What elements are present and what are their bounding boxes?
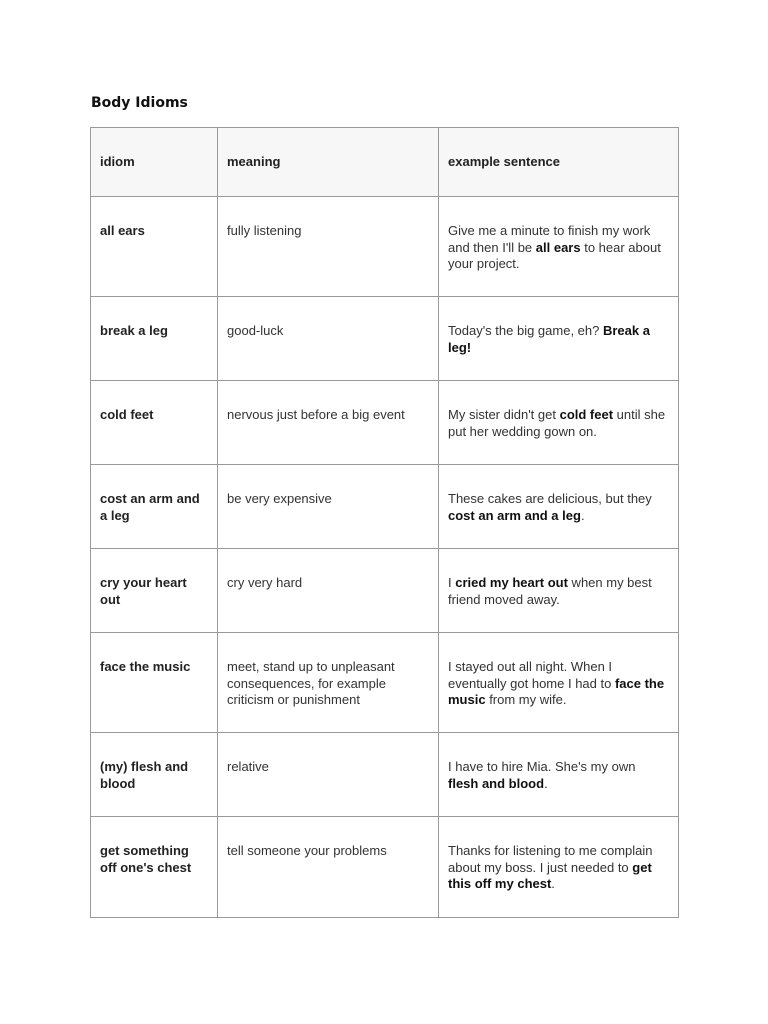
idiom-highlight: cried my heart out: [455, 575, 568, 590]
idiom-cell: cold feet: [91, 381, 218, 465]
column-header-idiom: idiom: [91, 128, 218, 197]
idiom-cell: cry your heart out: [91, 549, 218, 633]
example-sentence-cell: [439, 817, 679, 918]
example-text: My sister didn't get: [448, 407, 560, 422]
example-sentence-cell: [439, 549, 679, 633]
idiom-cell: all ears: [91, 197, 218, 297]
table-row: [91, 633, 679, 733]
idiom-cell: cost an arm and a leg: [91, 465, 218, 549]
table-row: [91, 381, 679, 465]
meaning-cell: nervous just before a big event: [218, 381, 439, 465]
idiom-highlight: Break a leg!: [448, 323, 650, 355]
idiom-highlight: get this off my chest: [448, 859, 652, 891]
example-text: I have to hire Mia. She's my own: [448, 759, 636, 774]
table-row: [91, 549, 679, 633]
meaning-cell: meet, stand up to unpleasant consequences, for example criticism or punishment: [218, 633, 439, 733]
example-text: Today's the big game, eh?: [448, 323, 603, 338]
example-text: .: [544, 775, 548, 791]
example-text: .: [580, 507, 585, 523]
example-text: to hear about your project.: [448, 239, 661, 271]
meaning-cell: fully listening: [218, 197, 439, 297]
example-sentence-cell: [439, 633, 679, 733]
example-text: .: [551, 876, 555, 891]
idiom-cell: break a leg: [91, 297, 218, 381]
example-sentence-cell: [439, 733, 679, 817]
example-text: These cakes are delicious, but they: [448, 491, 652, 506]
table-row: [91, 197, 679, 297]
table-row: [91, 817, 679, 918]
example-text: Thanks for listening to me complain about my boss. I just needed to: [448, 843, 653, 875]
idiom-highlight: face the music: [448, 675, 665, 707]
meaning-cell: be very expensive: [218, 465, 439, 549]
table-header-row: [91, 128, 679, 197]
example-text: I stayed out all night. When I eventually got home I had to: [448, 659, 615, 691]
table-row: [91, 297, 679, 381]
example-sentence-cell: [439, 381, 679, 465]
example-text: from my wife.: [485, 692, 567, 707]
example-text: until she put her wedding gown on.: [448, 407, 666, 439]
meaning-cell: cry very hard: [218, 549, 439, 633]
idiom-highlight: all ears: [535, 239, 581, 255]
example-sentence-cell: [439, 465, 679, 549]
example-text: when my best friend moved away.: [448, 575, 652, 607]
idiom-cell: (my) flesh and blood: [91, 733, 218, 817]
example-text: Give me a minute to finish my work and then I'll be: [448, 223, 651, 255]
page-title: Body Idioms: [91, 95, 188, 111]
column-header-meaning: meaning: [218, 128, 439, 197]
idioms-table: [90, 127, 679, 918]
idiom-cell: get something off one's chest: [91, 817, 218, 918]
table-row: [91, 465, 679, 549]
idiom-highlight: cost an arm and a leg: [448, 507, 581, 523]
meaning-cell: tell someone your problems: [218, 817, 439, 918]
example-text: I: [448, 575, 456, 590]
meaning-cell: relative: [218, 733, 439, 817]
column-header-example: example sentence: [439, 128, 679, 197]
table-body: [91, 197, 679, 918]
idiom-cell: face the music: [91, 633, 218, 733]
meaning-cell: good-luck: [218, 297, 439, 381]
idiom-highlight: flesh and blood: [448, 775, 545, 791]
idiom-highlight: cold feet: [559, 407, 614, 422]
table-row: [91, 733, 679, 817]
example-sentence-cell: [439, 297, 679, 381]
example-sentence-cell: [439, 197, 679, 297]
